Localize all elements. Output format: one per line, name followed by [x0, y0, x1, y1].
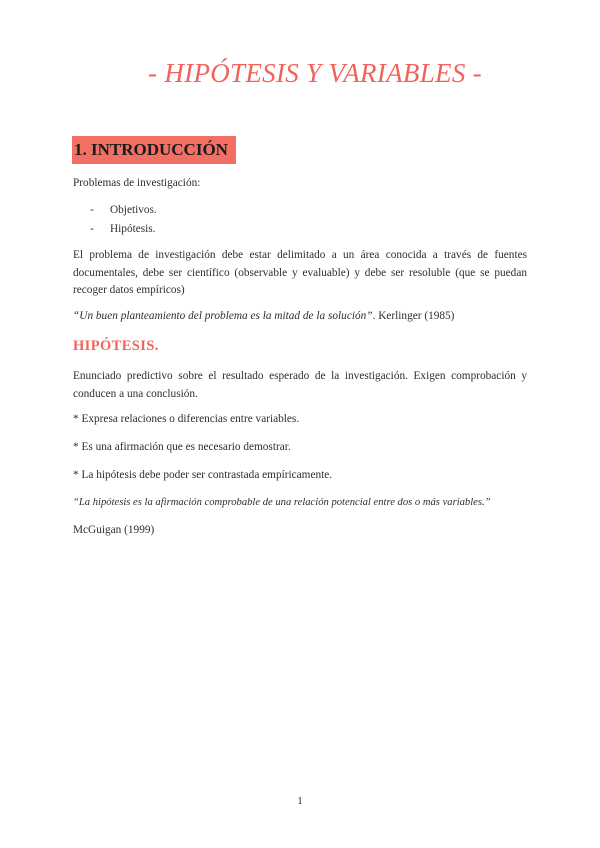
- section-heading-introduccion: 1. INTRODUCCIÓN: [72, 136, 236, 164]
- intro-list: [90, 201, 157, 239]
- list-item-text: Objetivos.: [110, 204, 157, 216]
- page-number: 1: [297, 795, 303, 807]
- list-item: [90, 220, 157, 239]
- quote-mcguigan: “La hipótesis es la afirmación comprobable de una relación potencial entre dos o más variables.”: [73, 497, 491, 508]
- quote-mcguigan-source: McGuigan (1999): [73, 524, 155, 536]
- list-dash: -: [90, 204, 94, 216]
- quote-text: “Un buen planteamiento del problema es la mitad de la solución”: [73, 310, 373, 322]
- quote-kerlinger: [73, 308, 527, 326]
- list-item-text: Hipótesis.: [110, 223, 156, 235]
- document-title: - HIPÓTESIS Y VARIABLES -: [148, 58, 482, 88]
- paragraph-hypothesis-definition: Enunciado predictivo sobre el resultado esperado de la investigación. Exigen comprobación y conducen a una conclusión.: [73, 370, 527, 400]
- paragraph-problem: El problema de investigación debe estar delimitado a un área conocida a través de fuentes documentales, debe ser científico (observable y evaluable) y debe ser resoluble (que se puedan recoger datos empíricos): [73, 249, 527, 296]
- intro-label: Problemas de investigación:: [73, 177, 201, 189]
- list-dash: -: [90, 223, 94, 235]
- bullet-statement: * Es una afirmación que es necesario demostrar.: [73, 441, 291, 453]
- bullet-contrast: * La hipótesis debe poder ser contrastada empíricamente.: [73, 469, 333, 481]
- quote-source: . Kerlinger (1985): [372, 310, 455, 322]
- list-item: [90, 201, 157, 220]
- subheading-hipotesis: HIPÓTESIS.: [73, 338, 159, 354]
- bullet-relations: * Expresa relaciones o diferencias entre variables.: [73, 413, 300, 425]
